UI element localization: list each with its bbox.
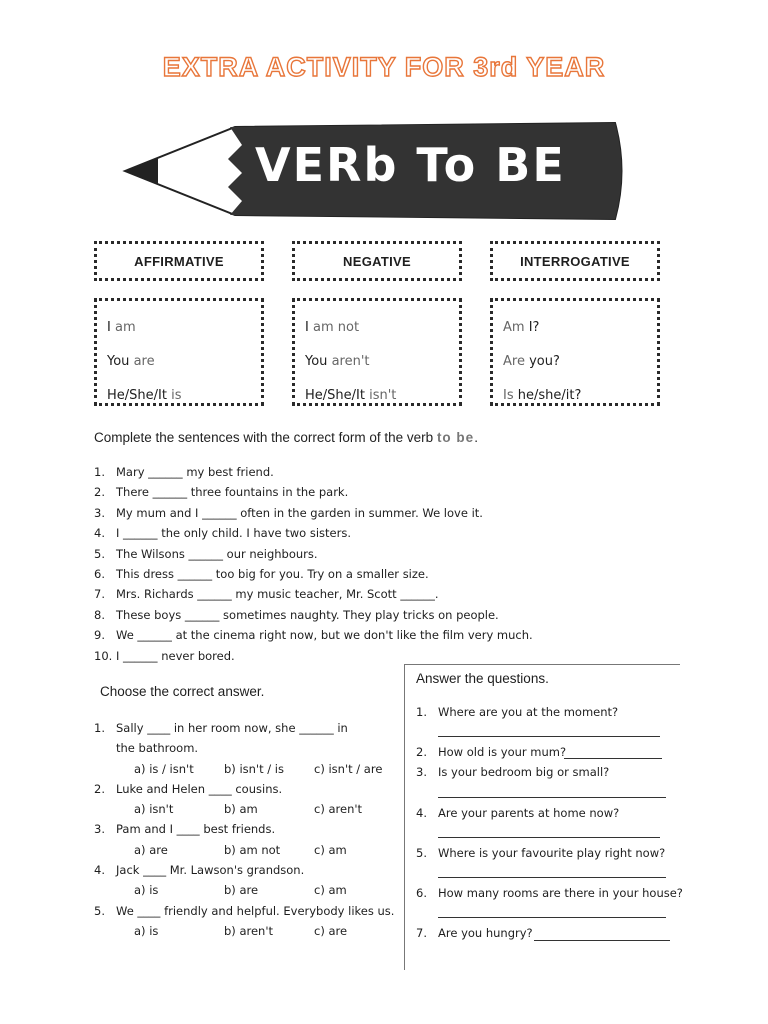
- verb-form: Is: [503, 388, 514, 403]
- item-text: Mrs. Richards ______ my music teacher, Mr. Scott ______.: [116, 587, 439, 602]
- question-item: [416, 846, 665, 860]
- options-row: [94, 921, 414, 941]
- item-number: 2.: [416, 745, 427, 759]
- item-number: 1.: [94, 721, 105, 735]
- list-item: [94, 584, 654, 604]
- affirmative-header: AFFIRMATIVE: [94, 241, 264, 281]
- item-number: 6.: [94, 567, 105, 582]
- subject: You: [305, 354, 328, 369]
- interrogative-header: INTERROGATIVE: [490, 241, 660, 281]
- option-c: c) isn't / are: [314, 761, 383, 776]
- item-text: Are you hungry?: [438, 926, 533, 940]
- item-number: 4.: [416, 806, 427, 820]
- option-c: c) am: [314, 842, 347, 857]
- option-c: c) am: [314, 883, 347, 898]
- item-number: 9.: [94, 628, 105, 643]
- interrogative-box: [490, 298, 660, 406]
- option-b: b) are: [224, 883, 259, 898]
- item-number: 5.: [94, 903, 105, 918]
- item-number: 5.: [416, 846, 427, 860]
- options-row: [94, 799, 414, 819]
- answer-line[interactable]: [564, 758, 662, 759]
- page-title: EXTRA ACTIVITY FOR 3rd YEAR: [162, 52, 606, 82]
- subject: I: [107, 320, 111, 335]
- subject: I?: [528, 320, 540, 335]
- item-number: 5.: [94, 546, 105, 561]
- instruction-end: .: [474, 430, 478, 445]
- verb-form: Are: [503, 354, 525, 369]
- list-item: [94, 462, 654, 482]
- item-text: I ______ the only child. I have two sisters.: [116, 526, 351, 541]
- question-item: [416, 765, 609, 779]
- subject: He/She/It: [107, 388, 167, 403]
- item-number: 7.: [94, 587, 105, 602]
- answer-line[interactable]: [438, 837, 660, 838]
- exercise1-list: [94, 462, 654, 666]
- item-number: 8.: [94, 607, 105, 622]
- item-text: Where are you at the moment?: [438, 705, 619, 719]
- list-item: [94, 646, 654, 666]
- item-text: My mum and I ______ often in the garden in summer. We love it.: [116, 505, 483, 520]
- question-line: [94, 718, 414, 738]
- verb-form: are: [133, 354, 155, 369]
- item-text: Is your bedroom big or small?: [438, 765, 610, 779]
- question-line: [94, 779, 414, 799]
- item-text: This dress ______ too big for you. Try on a smaller size.: [116, 567, 429, 582]
- question-text: We ____ friendly and helpful. Everybody likes us.: [116, 903, 395, 918]
- verb-form: Am: [503, 320, 525, 335]
- option-c: c) are: [314, 923, 348, 938]
- banner-title: VERb To BE: [255, 138, 566, 192]
- item-text: Where is your favourite play right now?: [438, 846, 666, 860]
- item-number: 2.: [94, 781, 105, 796]
- answer-line[interactable]: [438, 917, 666, 918]
- verb-form: am: [114, 320, 136, 335]
- item-text: I ______ never bored.: [116, 648, 235, 663]
- stencil-text: to be: [436, 430, 475, 445]
- item-number: 10.: [94, 648, 113, 663]
- answer-line[interactable]: [534, 940, 670, 941]
- item-number: 1.: [416, 705, 427, 719]
- verb-form: is: [171, 388, 182, 403]
- item-number: 6.: [416, 886, 427, 900]
- answer-line[interactable]: [438, 797, 666, 798]
- list-item: [94, 564, 654, 584]
- question-line: [94, 860, 414, 880]
- item-number: 3.: [94, 822, 105, 837]
- item-text: How many rooms are there in your house?: [438, 886, 683, 900]
- options-row: [94, 840, 414, 860]
- verb-form: isn't: [369, 388, 397, 403]
- option-a: a) isn't: [134, 802, 174, 817]
- item-number: 2.: [94, 485, 105, 500]
- item-number: 1.: [94, 465, 105, 479]
- question-item: [416, 926, 533, 940]
- question-item: [416, 705, 618, 719]
- option-a: a) is: [134, 923, 159, 938]
- options-row: [94, 759, 414, 779]
- item-number: 4.: [94, 526, 105, 541]
- list-item: [94, 544, 654, 564]
- option-b: b) aren't: [224, 923, 273, 938]
- exercise3-title: Answer the questions.: [416, 671, 549, 686]
- question-text: Pam and I ____ best friends.: [116, 822, 276, 837]
- item-number: 3.: [416, 765, 427, 779]
- subject: You: [107, 354, 130, 369]
- list-item: [94, 503, 654, 523]
- exercise1-instruction: [94, 430, 478, 445]
- item-text: There ______ three fountains in the park.: [116, 485, 349, 500]
- question-line: [94, 901, 414, 921]
- subject: I: [305, 320, 309, 335]
- item-number: 7.: [416, 926, 427, 940]
- option-b: b) am not: [224, 842, 281, 857]
- item-text: How old is your mum?: [438, 745, 567, 759]
- item-text: Mary ______ my best friend.: [116, 465, 274, 479]
- item-text: Are your parents at home now?: [438, 806, 620, 820]
- question-item: [416, 886, 683, 900]
- option-b: b) am: [224, 802, 258, 817]
- question-item: [416, 806, 619, 820]
- item-text: The Wilsons ______ our neighbours.: [116, 546, 318, 561]
- option-a: a) is / isn't: [134, 761, 194, 776]
- option-c: c) aren't: [314, 802, 363, 817]
- list-item: [94, 605, 654, 625]
- affirmative-box: [94, 298, 264, 406]
- item-number: 4.: [94, 863, 105, 878]
- list-item: [94, 523, 654, 543]
- item-number: 3.: [94, 505, 105, 520]
- subject: you?: [529, 354, 560, 369]
- answer-line[interactable]: [438, 877, 666, 878]
- exercise2-title: Choose the correct answer.: [100, 684, 265, 699]
- instruction-text: Complete the sentences with the correct form of the verb: [94, 430, 434, 445]
- subject: he/she/it?: [517, 388, 582, 403]
- item-text: These boys ______ sometimes naughty. They play tricks on people.: [116, 607, 499, 622]
- question-item: [416, 745, 566, 759]
- question-line: [94, 819, 414, 839]
- question-text: Jack ____ Mr. Lawson's grandson.: [116, 863, 305, 878]
- answer-line[interactable]: [438, 736, 660, 737]
- item-text: We ______ at the cinema right now, but we don't like the film very much.: [116, 628, 533, 643]
- question-text: Sally ____ in her room now, she ______ in: [116, 721, 348, 735]
- verb-form: am not: [312, 320, 360, 335]
- option-a: a) are: [134, 842, 168, 857]
- subject: He/She/It: [305, 388, 365, 403]
- option-b: b) isn't / is: [224, 761, 284, 776]
- list-item: [94, 482, 654, 502]
- verb-form: aren't: [331, 354, 370, 369]
- question-text: the bathroom.: [116, 741, 199, 756]
- exercise2-list: [94, 718, 414, 941]
- negative-box: [292, 298, 462, 406]
- options-row: [94, 880, 414, 900]
- question-text: Luke and Helen ____ cousins.: [116, 781, 283, 796]
- negative-header: NEGATIVE: [292, 241, 462, 281]
- list-item: [94, 625, 654, 645]
- option-a: a) is: [134, 883, 159, 898]
